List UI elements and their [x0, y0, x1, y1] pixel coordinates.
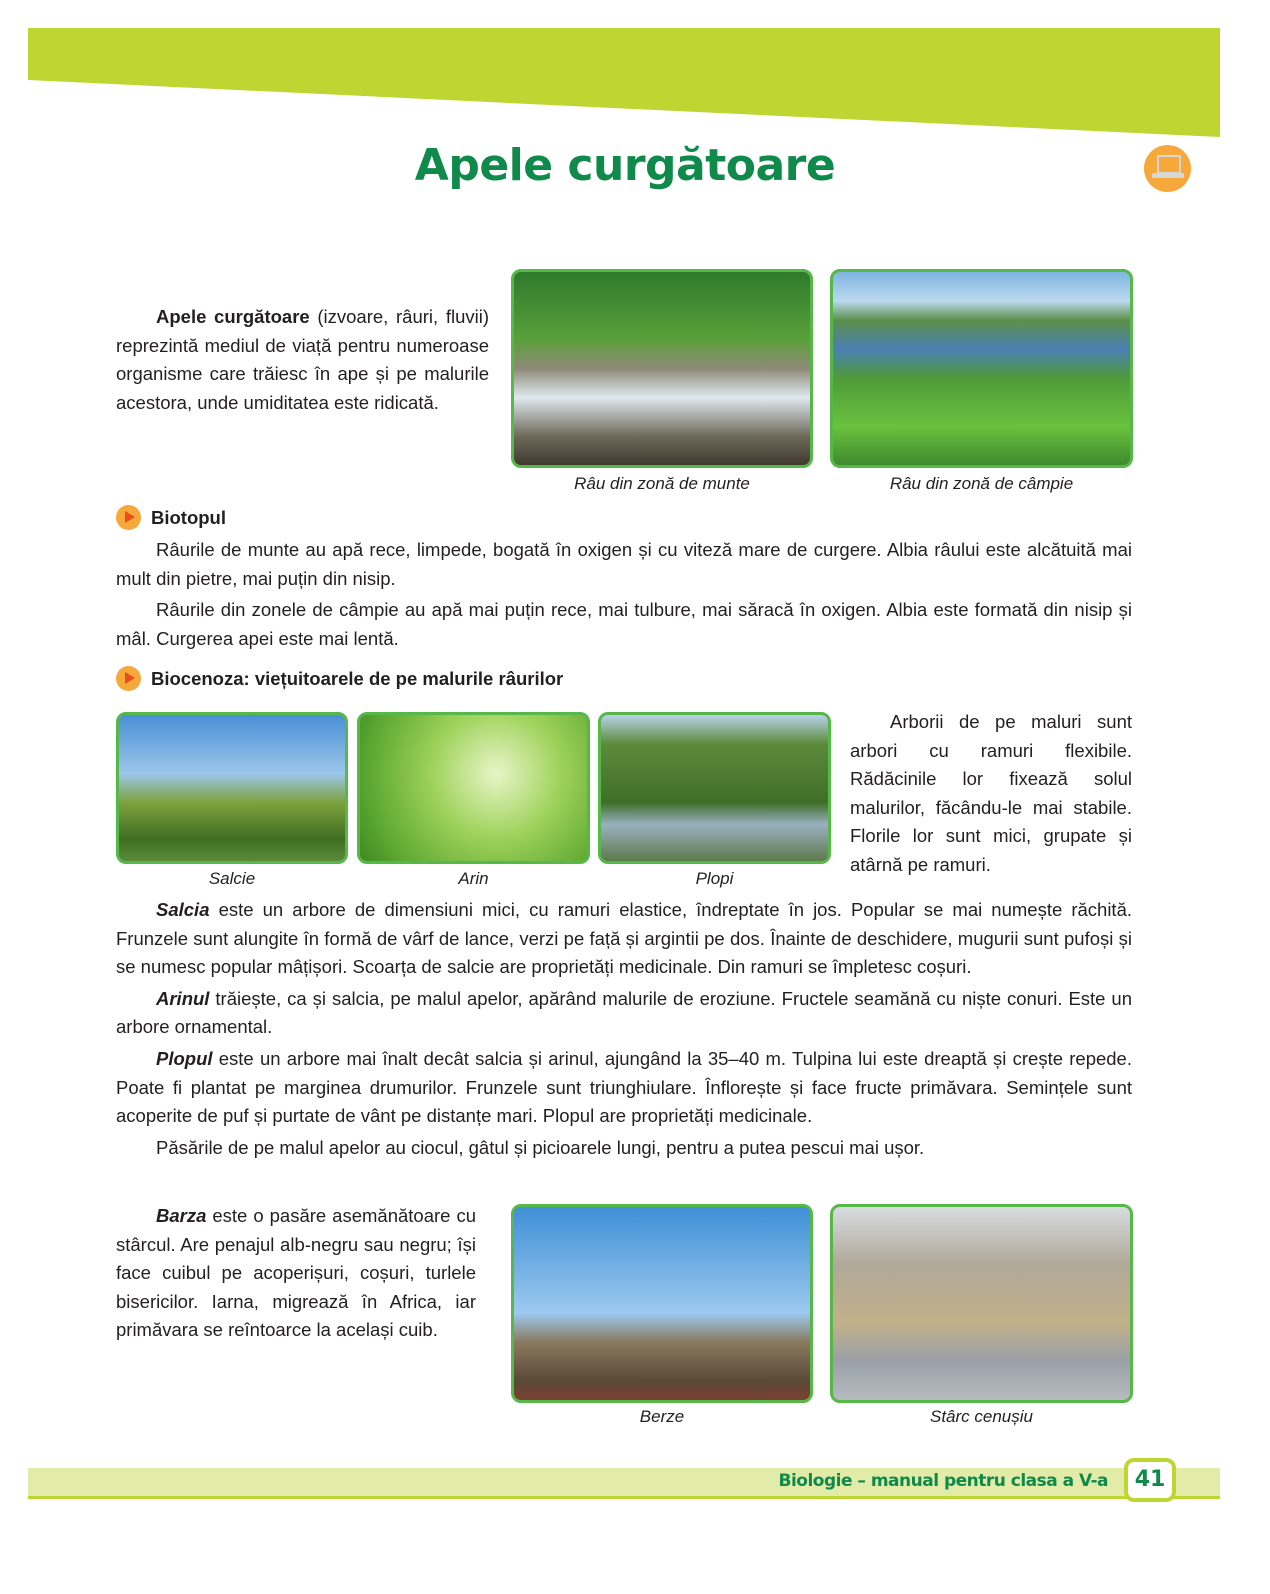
- footer-text: Biologie – manual pentru clasa a V-a: [778, 1471, 1108, 1491]
- trees-text: Salcia este un arbore de dimensiuni mici, cu ramuri elastice, îndreptate în jos. Popular se mai numește răchită. Frunzele sunt alungite în formă de vârf de lance, verzi pe față și argintii pe dos. Înainte de deschidere, mugurii sunt pufoși și se numesc popular mâțișori. Scoarța de salcie are proprietăți medicinale. Din ramuri se împletesc coșuri. Arinul trăiește, ca și salcia, pe malul apelor, apărând malurile de eroziune. Fructele seamănă cu niște conuri. Este un arbore ornamental. Plopul este un arbore mai înalt decât salcia și arinul, ajungând la 35–40 m. Tulpina lui este dreaptă și crește repede. Poate fi plantat pe marginea drumurilor. Frunzele sunt triunghiulare. Înflorește și face fructe primăvara. Semințele sunt acoperite de puf și purtate de vânt pe distanțe mari. Plopul are proprietăți medicinale. Păsările de pe malul apelor au ciocul, gâtul și picioarele lungi, pentru a putea pescui mai ușor.: [116, 899, 1132, 1158]
- play-bullet-icon: [116, 666, 141, 691]
- page-title: Apele curgătoare: [414, 140, 836, 191]
- storks-image: [511, 1204, 813, 1403]
- intro-text: Apele curgătoare (izvoare, râuri, fluvii) reprezintă mediul de viață pentru numeroase organisme care trăiesc în ape și pe malurile acestora, unde umiditatea este ridicată.: [116, 306, 489, 413]
- heron-image: [830, 1204, 1133, 1403]
- header-banner: [0, 0, 1270, 150]
- biotop-text: Râurile de munte au apă rece, limpede, bogată în oxigen și cu viteză mare de curgere. Albia râului este alcătuită mai mult din pietre, mai puțin din nisip. Râurile din zonele de câmpie au apă mai puțin rece, mai tulbure, mai săracă în oxigen. Albia este formată din nisip și mâl. Curgerea apei este mai lentă.: [116, 539, 1132, 649]
- section-heading-biotop: Biotopul: [116, 505, 226, 530]
- image-caption: Plopi: [695, 869, 734, 888]
- image-caption: Stârc cenușiu: [930, 1407, 1033, 1426]
- image-caption: Râu din zonă de munte: [574, 474, 750, 493]
- poplars-image: [598, 712, 831, 864]
- willow-image: [116, 712, 348, 864]
- image-caption: Berze: [639, 1407, 685, 1426]
- computer-icon[interactable]: [1144, 145, 1191, 192]
- play-bullet-icon: [116, 505, 141, 530]
- image-caption: Salcie: [208, 869, 256, 888]
- image-caption: Râu din zonă de câmpie: [889, 474, 1074, 493]
- image-caption: Arin: [458, 869, 489, 888]
- page-number: 41: [1124, 1458, 1176, 1502]
- stork-text: Barza este o pasăre asemănătoare cu stârcul. Are penajul alb-negru sau negru; își face cuibul pe acoperișuri, coșuri, turlele bisericilor. Iarna, migrează în Africa, iar primăvara se reîntoarce la același cuib.: [116, 1205, 476, 1341]
- mountain-river-image: [511, 269, 813, 468]
- plain-river-image: [830, 269, 1133, 468]
- trees-side-text: Arborii de pe maluri sunt arbori cu ramuri flexibile. Rădăcinile lor fixează solul malurilor, făcându-le mai stabile. Florile lor sunt mici, grupate și atârnă pe ramuri.: [850, 711, 1132, 875]
- alder-image: [357, 712, 590, 864]
- footer-bar: [28, 1468, 1220, 1499]
- section-heading-biocenoza: Biocenoza: viețuitoarele de pe malurile râurilor: [116, 666, 563, 691]
